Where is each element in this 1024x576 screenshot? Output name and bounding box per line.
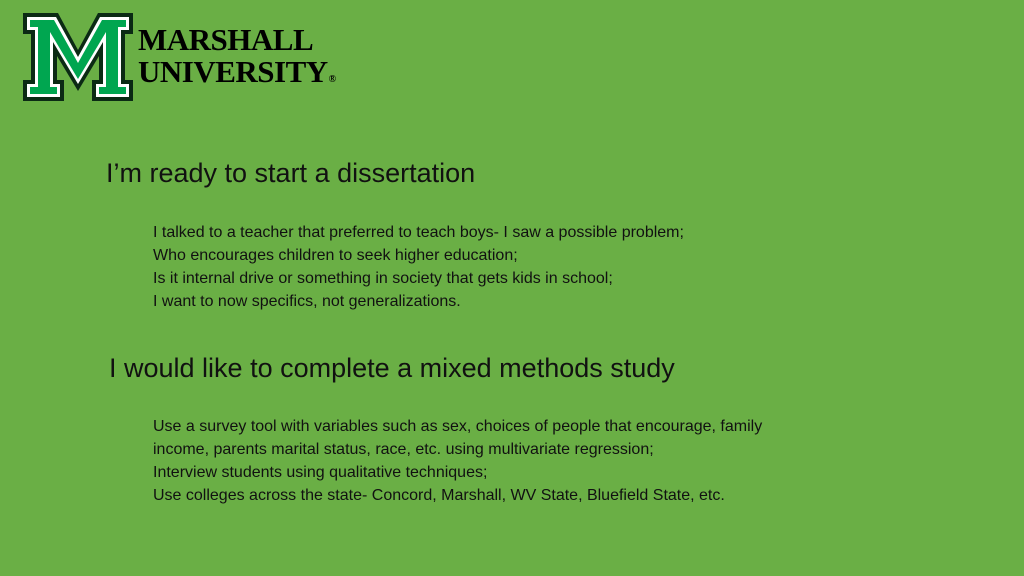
logo-line-2: UNIVERSITY (138, 54, 328, 89)
marshall-university-logo (22, 12, 342, 102)
section-1-line: I talked to a teacher that preferred to teach boys- I saw a possible problem; (153, 224, 684, 241)
section-1-line: Is it internal drive or something in society that gets kids in school; (153, 270, 613, 287)
section-1-line: Who encourages children to seek higher education; (153, 247, 518, 264)
section-2-body (153, 415, 762, 507)
m-logo-icon (22, 12, 134, 102)
section-2-line: Use a survey tool with variables such as sex, choices of people that encourage, family (153, 418, 763, 435)
section-2-line: Use colleges across the state- Concord, Marshall, WV State, Bluefield State, etc. (153, 487, 725, 504)
section-1-line: I want to now specifics, not generalizations. (153, 293, 461, 310)
section-2-heading: I would like to complete a mixed methods study (109, 353, 675, 383)
logo-wordmark (138, 24, 336, 88)
registered-mark: ® (328, 74, 336, 85)
logo-line-1: MARSHALL (138, 22, 314, 57)
section-2-line: Interview students using qualitative techniques; (153, 464, 488, 481)
section-1-heading: I’m ready to start a dissertation (106, 158, 476, 188)
section-2-line: income, parents marital status, race, etc. using multivariate regression; (153, 441, 654, 458)
section-1-body (153, 221, 684, 313)
